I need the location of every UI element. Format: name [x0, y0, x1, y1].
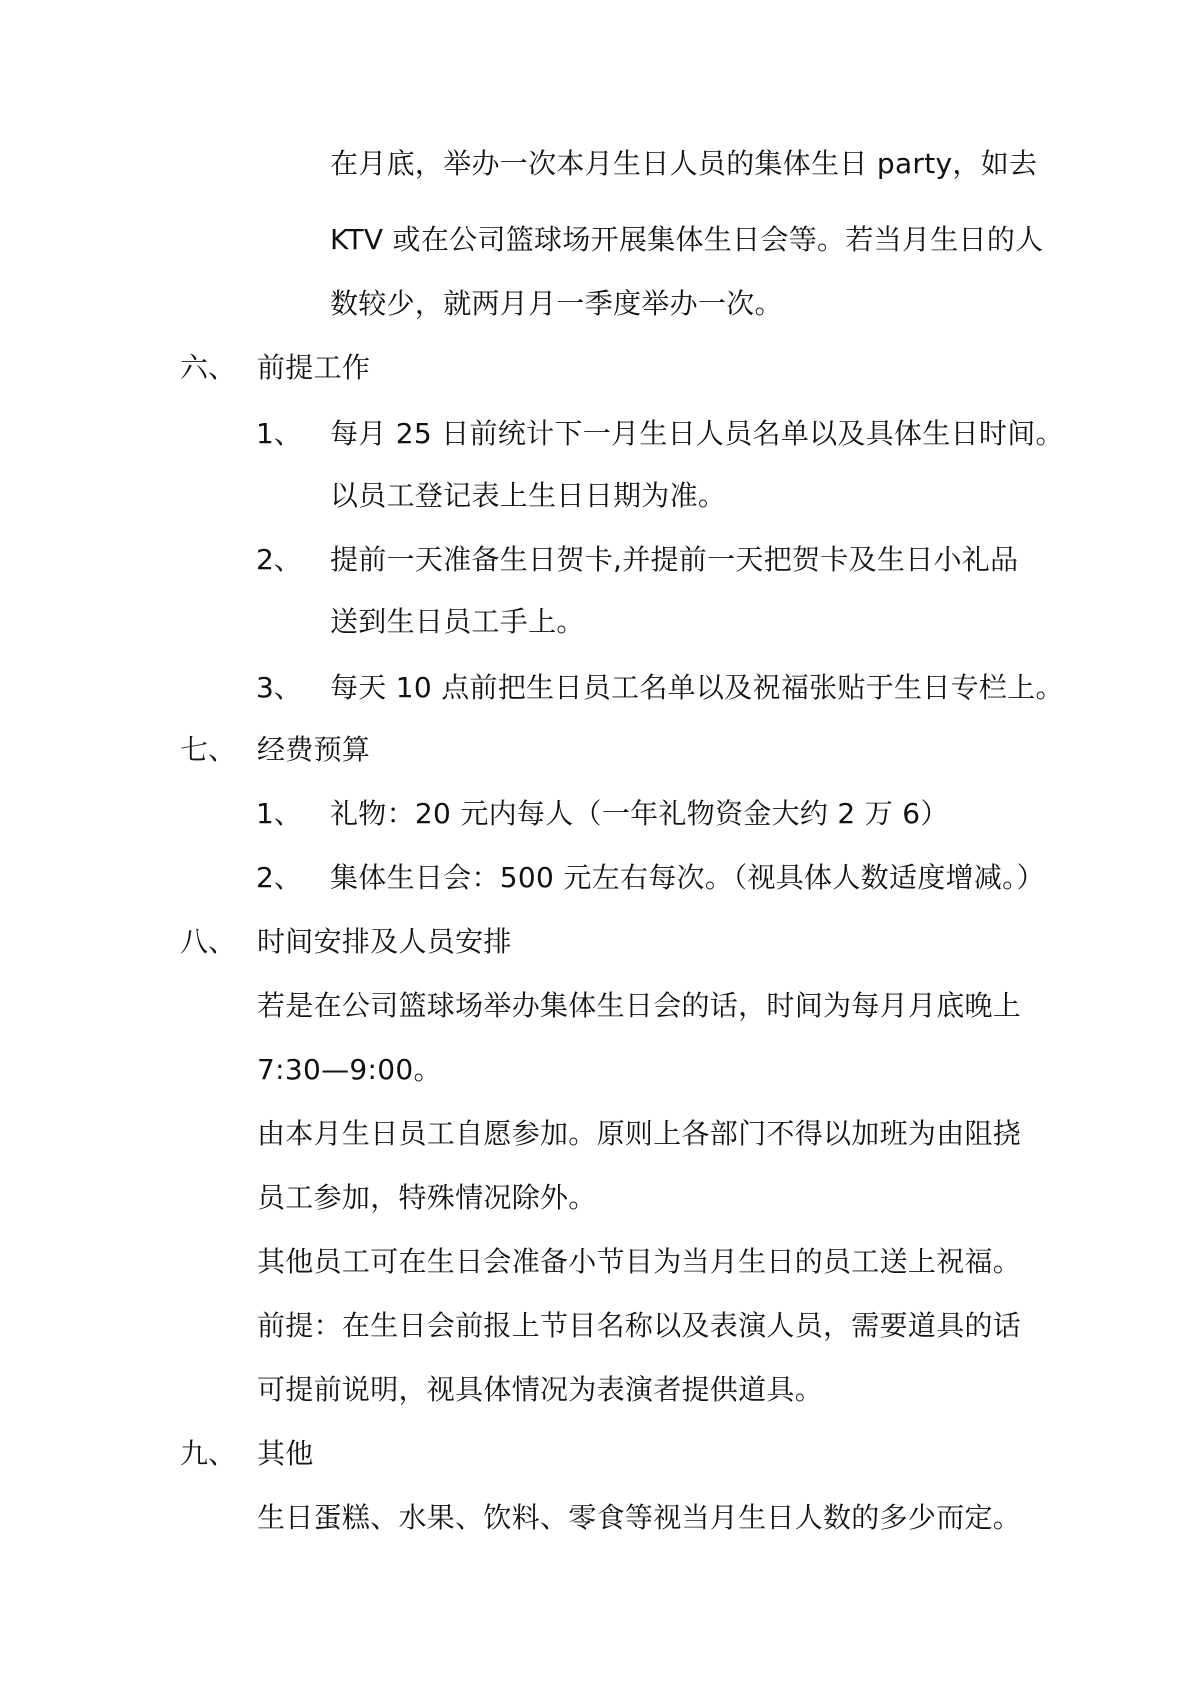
section-9-line-1: 生日蛋糕、水果、饮料、零食等视当月生日人数的多少而定。: [257, 1501, 1022, 1534]
section-number-9: 九、: [180, 1437, 237, 1470]
item-number-6-3: 3、: [256, 671, 302, 704]
item-line-6-1a: 每月 25 日前统计下一月生日人员名单以及具体生日时间。: [330, 417, 1064, 450]
section-number-7: 七、: [180, 733, 237, 766]
item-number-7-1: 1、: [256, 797, 302, 830]
item-line-6-2b: 送到生日员工手上。: [330, 605, 585, 638]
section-8-line-5: 其他员工可在生日会准备小节目为当月生日的员工送上祝福。: [257, 1245, 1022, 1278]
item-line-7-2a: 集体生日会：500 元左右每次。（视具体人数适度增减。）: [330, 861, 1045, 894]
intro-line-1: 在月底，举办一次本月生日人员的集体生日 party，如去: [330, 147, 1038, 180]
section-8-line-3: 由本月生日员工自愿参加。原则上各部门不得以加班为由阻挠: [257, 1117, 1022, 1150]
section-8-line-2: 7:30—9:00。: [257, 1053, 442, 1086]
section-number-8: 八、: [180, 925, 237, 958]
section-title-7: 经费预算: [257, 733, 371, 766]
item-line-6-2a: 提前一天准备生日贺卡,并提前一天把贺卡及生日小礼品: [330, 543, 1019, 576]
section-number-6: 六、: [180, 351, 237, 384]
section-8-line-7: 可提前说明，视具体情况为表演者提供道具。: [257, 1373, 824, 1406]
item-line-6-1b: 以员工登记表上生日日期为准。: [330, 479, 727, 512]
section-8-line-1: 若是在公司篮球场举办集体生日会的话，时间为每月月底晚上: [257, 989, 1022, 1022]
section-8-line-6: 前提：在生日会前报上节目名称以及表演人员，需要道具的话: [257, 1309, 1022, 1342]
item-line-7-1a: 礼物：20 元内每人（一年礼物资金大约 2 万 6）: [330, 797, 949, 830]
section-title-8: 时间安排及人员安排: [257, 925, 512, 958]
item-line-6-3a: 每天 10 点前把生日员工名单以及祝福张贴于生日专栏上。: [330, 671, 1064, 704]
section-title-9: 其他: [257, 1437, 314, 1470]
item-number-6-1: 1、: [256, 417, 302, 450]
section-title-6: 前提工作: [257, 351, 371, 384]
intro-line-2: KTV 或在公司篮球场开展集体生日会等。若当月生日的人: [330, 223, 1044, 256]
intro-line-3: 数较少，就两月月一季度举办一次。: [330, 287, 783, 320]
section-8-line-4: 员工参加，特殊情况除外。: [257, 1181, 597, 1214]
item-number-7-2: 2、: [256, 861, 302, 894]
item-number-6-2: 2、: [256, 543, 302, 576]
